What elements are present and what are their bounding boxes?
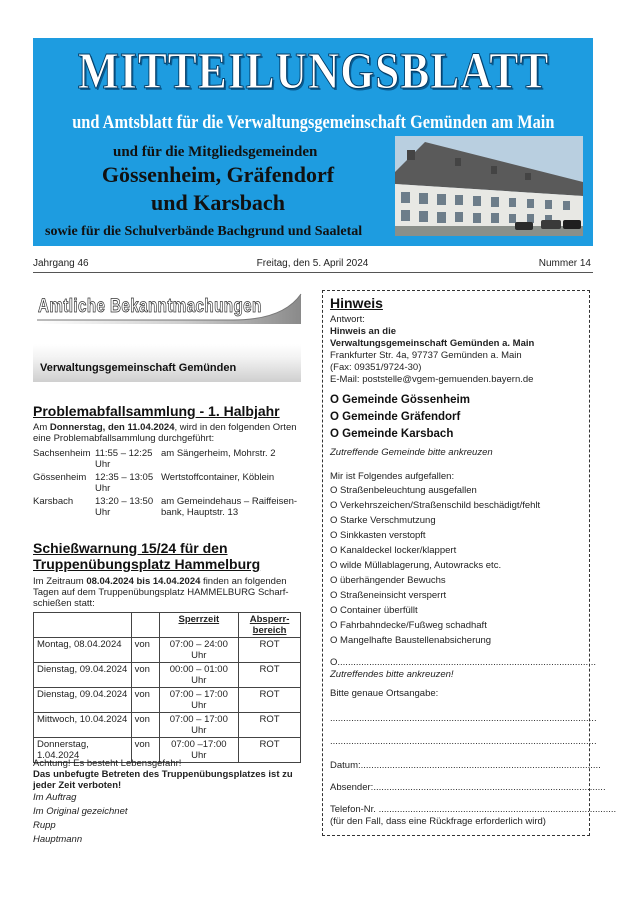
sender-field[interactable]: Absender:........................................................................................	[330, 782, 606, 793]
cell-day: Dienstag, 09.04.2024	[34, 663, 132, 688]
signature-line-4: Hauptmann	[33, 834, 83, 845]
masthead-subtitle: und Amtsblatt für die Verwaltungsgemeinschaft Gemünden am Main	[72, 112, 555, 133]
warning-text: Achtung! Es besteht Lebensgefahr!	[33, 758, 182, 769]
table-row	[34, 663, 301, 688]
schedule-time-unit: Uhr	[95, 507, 111, 518]
cell-day: Dienstag, 09.04.2024	[34, 688, 132, 713]
date-field[interactable]: Datum:...........................................................................................	[330, 760, 601, 771]
cell-area: ROT	[239, 713, 301, 738]
noticed-label: Mir ist Folgendes aufgefallen:	[330, 471, 455, 482]
schedule-place: Sachsenheim	[33, 448, 91, 459]
column-header-area: Absperr-	[249, 614, 290, 625]
signature-line-3: Rupp	[33, 820, 56, 831]
column-header-time: Sperrzeit	[178, 614, 220, 625]
masthead-title: MITTEILUNGSBLATT	[77, 43, 550, 100]
issue-option-checkbox[interactable]: O Container überfüllt	[330, 605, 418, 616]
table-row	[34, 713, 301, 738]
tick-note: Zutreffendes bitte ankreuzen!	[330, 669, 454, 680]
schedule-location: Wertstoffcontainer, Köblein	[161, 472, 275, 483]
hinweis-title: Hinweis	[330, 295, 383, 311]
address-recipient-1: Hinweis an die	[330, 326, 396, 337]
issue-option-checkbox[interactable]: O Straßenbeleuchtung ausgefallen	[330, 485, 477, 496]
location-prompt: Bitte genaue Ortsangabe:	[330, 688, 439, 699]
cell-time: 00:00 – 01:00 Uhr	[159, 663, 239, 688]
schedule-time-unit: Uhr	[95, 483, 111, 494]
cell-time: 07:00 – 24:00 Uhr	[159, 638, 239, 663]
cell-time: 07:00 – 17:00 Uhr	[159, 688, 239, 713]
schedule-time: 11:55 – 12:25	[95, 448, 153, 459]
issue-option-checkbox[interactable]: O Kanaldeckel locker/klappert	[330, 545, 457, 556]
schedule-time: 13:20 – 13:50	[95, 496, 154, 507]
cell-from: von	[131, 738, 159, 763]
schedule-location: am Gemeindehaus – Raiffeisen-	[161, 496, 298, 507]
address-email: E-Mail: poststelle@vgem-gemuenden.bayern.de	[330, 374, 534, 385]
location-field-line-1[interactable]: .....................................................................................................	[330, 713, 597, 724]
warning-bold-1: Das unbefugte Betreten des Truppenübungsplatzes ist zu	[33, 769, 293, 780]
article-heading-firing-1: Schießwarnung 15/24 für den	[33, 540, 228, 556]
address-street: Frankfurter Str. 4a, 97737 Gemünden a. Main	[330, 350, 522, 361]
phone-field[interactable]: Telefon-Nr. ..........................................................................................	[330, 804, 617, 815]
cell-from: von	[131, 713, 159, 738]
masthead-members-line2: und Karsbach	[151, 190, 285, 215]
municipality-checkbox[interactable]: O Gemeinde Gräfendorf	[330, 411, 461, 423]
article-waste-intro: Am Donnerstag, den 11.04.2024, wird in den folgenden Orten eine Problemabfallsammlung durchgeführt:	[33, 422, 297, 444]
schedule-location-cont: bank, Hauptstr. 13	[161, 507, 239, 518]
other-issue-field[interactable]: O..................................................................................................	[330, 657, 597, 668]
schedule-place: Karsbach	[33, 496, 74, 507]
banner-label: Amtliche Bekanntmachungen	[38, 296, 262, 317]
location-field-line-2[interactable]: .....................................................................................................	[330, 736, 597, 747]
masthead-school-associations: sowie für die Schulverbände Bachgrund und Saaletal	[45, 224, 363, 239]
warning-bold-2: jeder Zeit verboten!	[33, 780, 122, 791]
cell-day: Mittwoch, 10.04.2024	[34, 713, 132, 738]
masthead-members-line1: Gössenheim, Gräfendorf	[101, 162, 335, 187]
signature-line-2: Im Original gezeichnet	[33, 806, 128, 817]
column-header-area-cont: bereich	[252, 625, 287, 636]
cell-day: Donnerstag, 1.04.2024	[34, 738, 132, 763]
issue-option-checkbox[interactable]: O wilde Müllablagerung, Autowracks etc.	[330, 560, 502, 571]
issue-option-checkbox[interactable]: O Mangelhafte Baustellenabsicherung	[330, 635, 492, 646]
issue-divider	[33, 272, 593, 273]
issue-option-checkbox[interactable]: O Verkehrszeichen/Straßenschild beschädigt/fehlt	[330, 500, 541, 511]
article-heading-waste: Problemabfallsammlung - 1. Halbjahr	[33, 403, 280, 419]
cell-from: von	[131, 688, 159, 713]
signature-line-1: Im Auftrag	[33, 792, 77, 803]
cell-day: Montag, 08.04.2024	[34, 638, 132, 663]
issue-option-checkbox[interactable]: O Fahrbahndecke/Fußweg schadhaft	[330, 620, 487, 631]
masthead-members-intro: und für die Mitgliedsgemeinden	[113, 144, 318, 160]
table-row	[34, 638, 301, 663]
address-recipient-2: Verwaltungsgemeinschaft Gemünden a. Main	[330, 338, 535, 349]
schedule-location: am Sängerheim, Mohrstr. 2	[161, 448, 276, 459]
municipality-checkbox[interactable]: O Gemeinde Karsbach	[330, 428, 454, 440]
article-firing-intro: Im Zeitraum 08.04.2024 bis 14.04.2024 finden an folgenden Tagen auf dem Truppenübungsplatz HAMMELBURG Scharf- schießen statt:	[33, 576, 289, 609]
issue-option-checkbox[interactable]: O Starke Verschmutzung	[330, 515, 436, 526]
municipality-checkbox[interactable]: O Gemeinde Gössenheim	[330, 394, 470, 406]
cell-from: von	[131, 638, 159, 663]
cell-from: von	[131, 663, 159, 688]
answer-label: Antwort:	[330, 314, 365, 325]
town-hall-photo	[395, 136, 583, 236]
cell-time: 07:00 – 17:00 Uhr	[159, 713, 239, 738]
cell-area: ROT	[239, 688, 301, 713]
firing-schedule-table	[33, 612, 301, 763]
schedule-place: Gössenheim	[33, 472, 87, 483]
cell-area: ROT	[239, 663, 301, 688]
issue-volume: Jahrgang 46	[33, 258, 89, 269]
address-fax: (Fax: 09351/9724-30)	[330, 362, 422, 373]
schedule-time-unit: Uhr	[95, 459, 111, 470]
issue-option-checkbox[interactable]: O überhängender Bewuchs	[330, 575, 446, 586]
phone-note: (für den Fall, dass eine Rückfrage erforderlich wird)	[330, 816, 546, 827]
issue-date: Freitag, den 5. April 2024	[256, 258, 369, 269]
municipality-note: Zutreffende Gemeinde bitte ankreuzen	[330, 447, 493, 458]
masthead	[33, 38, 593, 246]
table-header-row	[34, 613, 301, 638]
section-title: Verwaltungsgemeinschaft Gemünden	[40, 362, 237, 374]
section-bar	[33, 344, 301, 382]
issue-number: Nummer 14	[538, 258, 591, 269]
issue-option-checkbox[interactable]: O Sinkkasten verstopft	[330, 530, 426, 541]
cell-area: ROT	[239, 638, 301, 663]
cell-area: ROT	[239, 738, 301, 763]
cell-time: 07:00 –17:00 Uhr	[159, 738, 239, 763]
schedule-time: 12:35 – 13:05	[95, 472, 154, 483]
issue-option-checkbox[interactable]: O Straßeneinsicht versperrt	[330, 590, 447, 601]
table-row	[34, 688, 301, 713]
article-heading-firing-2: Truppenübungsplatz Hammelburg	[33, 556, 261, 572]
